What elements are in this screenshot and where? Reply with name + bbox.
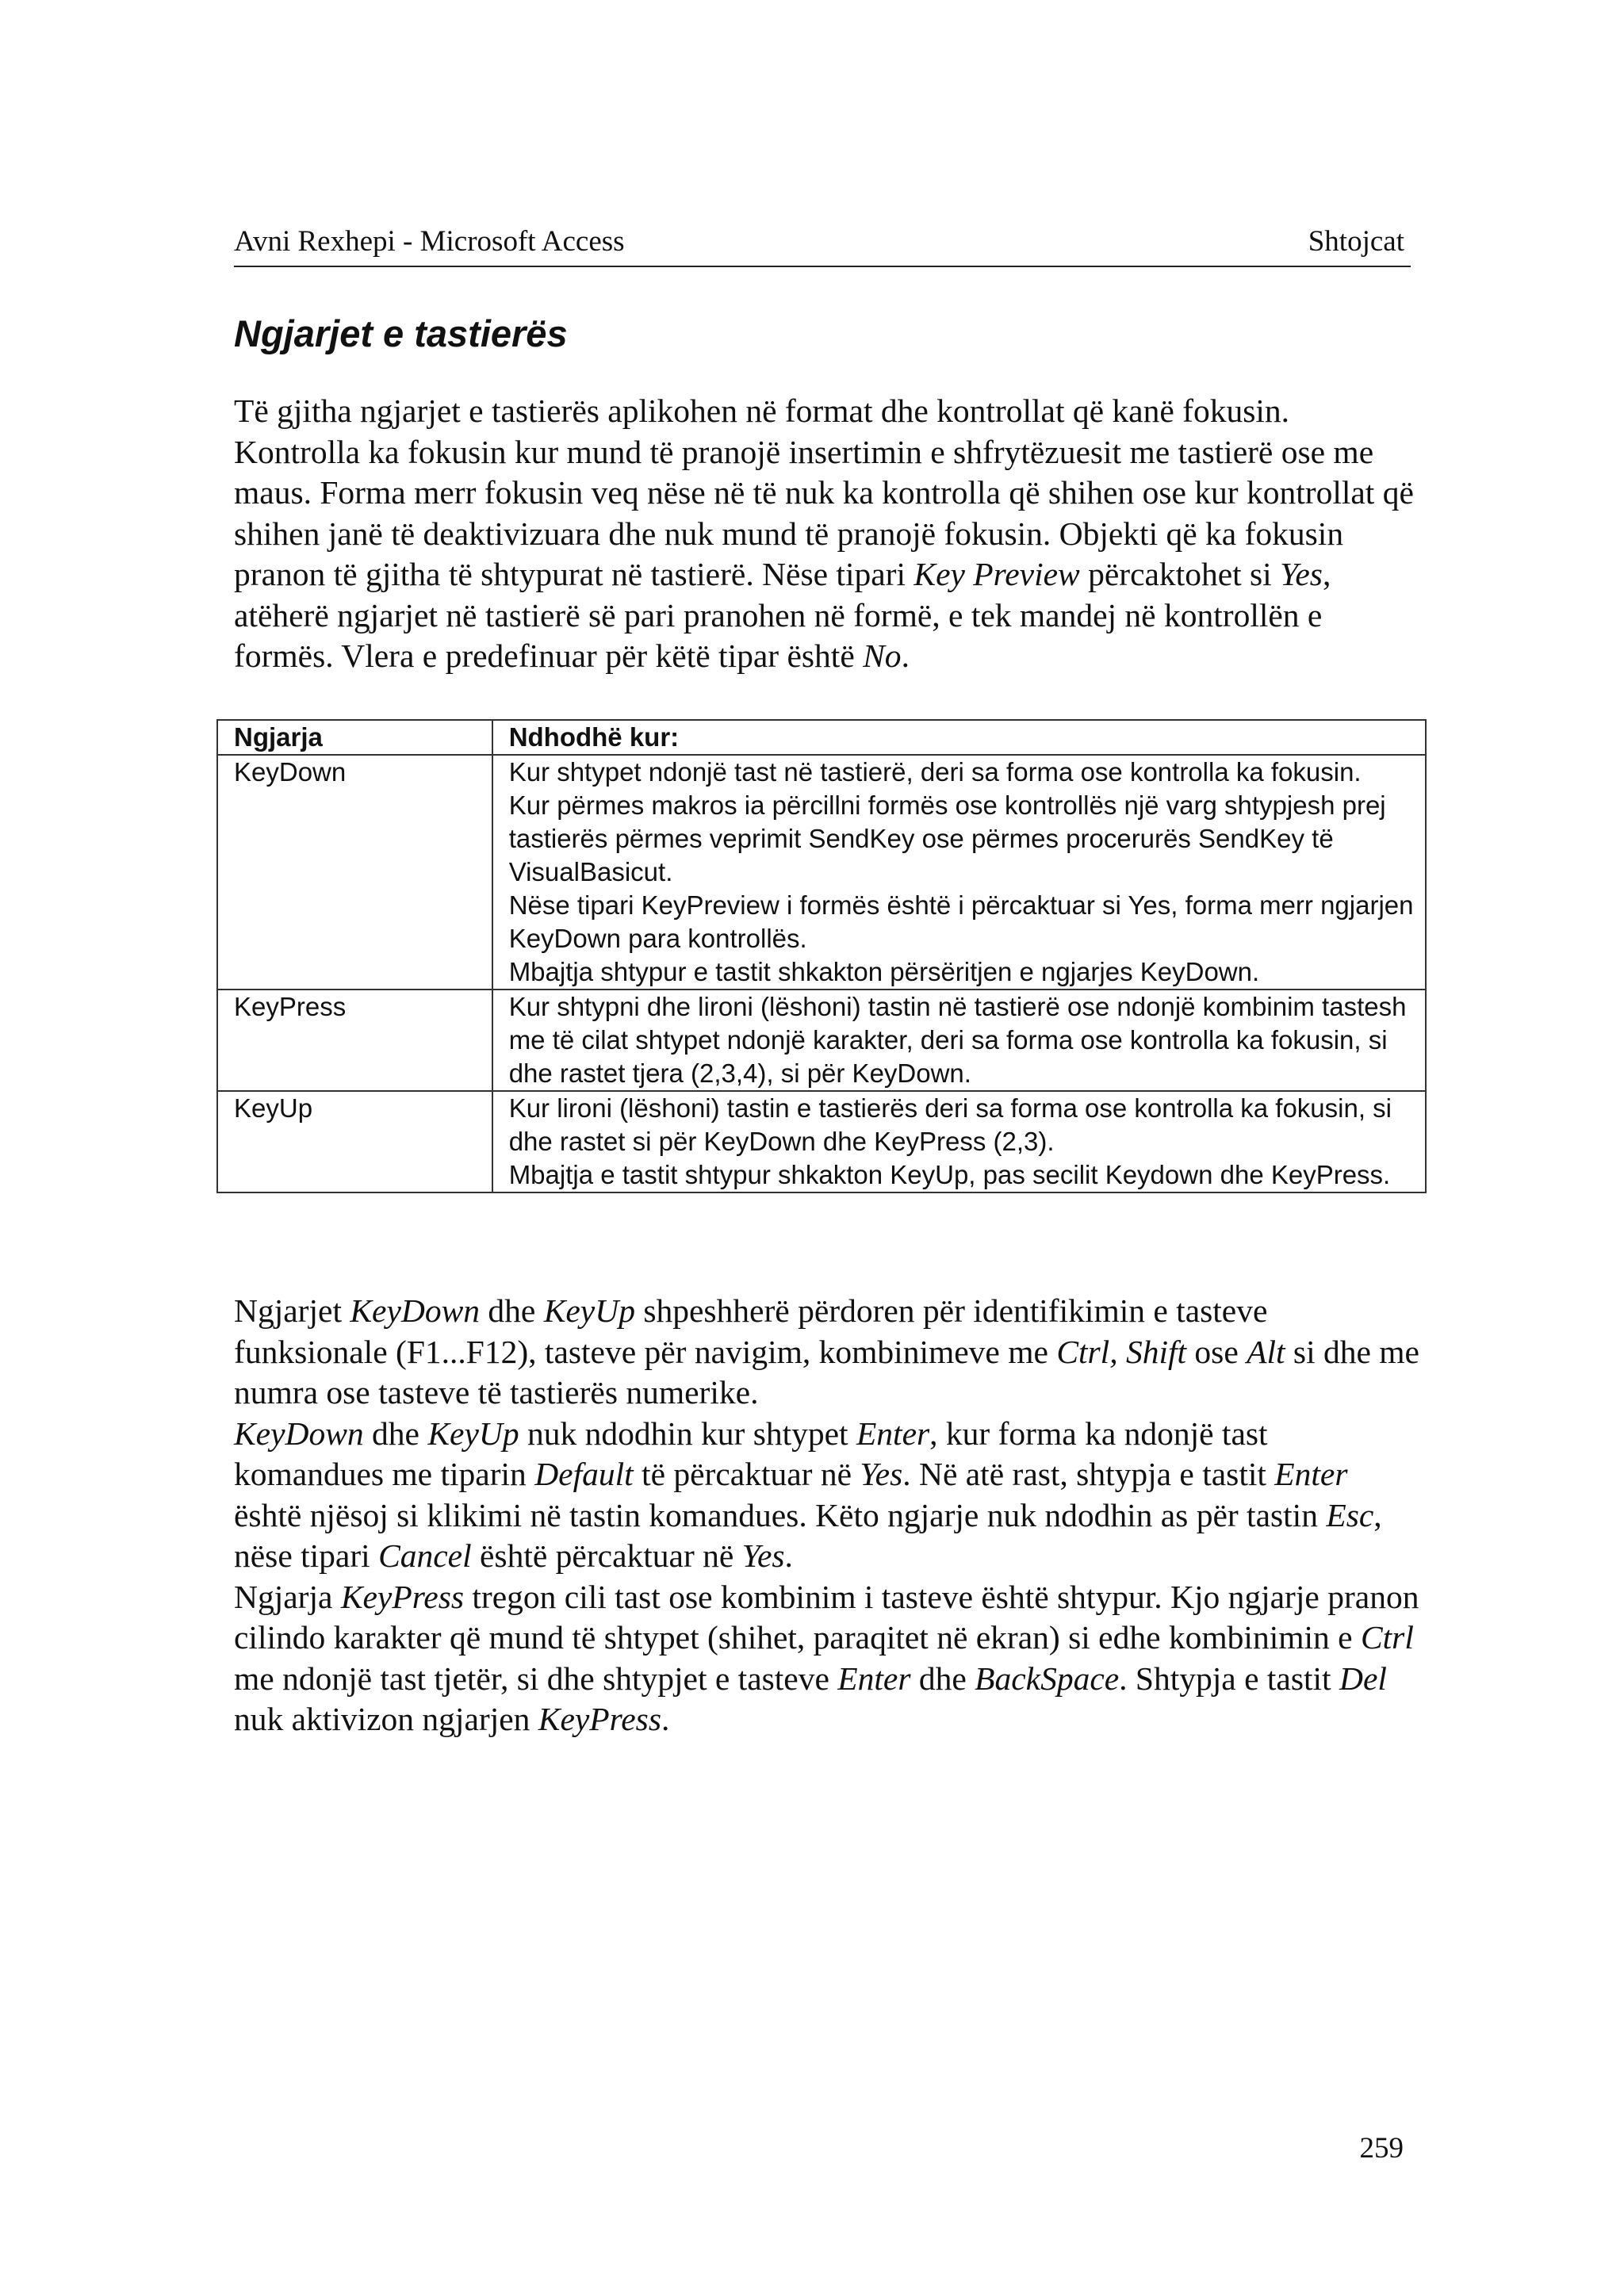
- column-header-event: Ngjarja: [217, 720, 492, 755]
- section-title: Ngjarjet e tastierës: [234, 312, 568, 354]
- table-row: [217, 755, 1426, 990]
- table-header-row: [217, 720, 1426, 755]
- table-row: [217, 1091, 1426, 1192]
- event-name: KeyPress: [217, 990, 492, 1091]
- running-header: [234, 224, 1411, 267]
- description-line: Nëse tipari KeyPreview i formës është i përcaktuar si Yes, forma merr ngjarjen KeyDown para kontrollës.: [508, 890, 1414, 953]
- paragraph-enter-esc: KeyDown dhe KeyUp nuk ndodhin kur shtypet Enter, kur forma ka ndonjë tast komandues me tiparin Default të përcaktuar në Yes. Në atë rast, shtypja e tastit Enter është njësoj si klikimi në tastin komandues. Këto ngjarje nuk ndodhin as për tastin Esc, nëse tipari Cancel është përcaktuar në Yes.: [234, 1414, 1382, 1574]
- description-line: Mbajtja shtypur e tastit shkakton përsëritjen e ngjarjes KeyDown.: [508, 957, 1260, 986]
- keyboard-events-table: [216, 719, 1427, 1193]
- event-name: KeyDown: [217, 755, 492, 990]
- description-line: Mbajtja e tastit shtypur shkakton KeyUp, pas secilit Keydown dhe KeyPress.: [508, 1160, 1391, 1189]
- intro-paragraph: [234, 391, 1423, 677]
- event-name: KeyUp: [217, 1091, 492, 1192]
- paragraph-keydown-keyup-usage: Ngjarjet KeyDown dhe KeyUp shpeshherë përdoren për identifikimin e tasteve funksionale (F1...F12), tasteve për navigim, kombinimeve me Ctrl, Shift ose Alt si dhe me numra ose tasteve të tastierës numerike.: [234, 1292, 1419, 1411]
- description-line: Kur shtypet ndonjë tast në tastierë, deri sa forma ose kontrolla ka fokusin.: [508, 757, 1362, 787]
- event-description: [492, 755, 1426, 990]
- column-header-occurs-when: Ndhodhë kur:: [492, 720, 1426, 755]
- event-description: [492, 1091, 1426, 1192]
- paragraph-keypress: Ngjarja KeyPress tregon cili tast ose kombinim i tasteve është shtypur. Kjo ngjarje pranon cilindo karakter që mund të shtypet (shihet, paraqitet në ekran) si edhe kombinimin e Ctrl me ndonjë tast tjetër, si dhe shtypjet e tasteve Enter dhe BackSpace. Shtypja e tastit Del nuk aktivizon ngjarjen KeyPress.: [234, 1578, 1419, 1737]
- header-author-title: Avni Rexhepi - Microsoft Access: [234, 225, 625, 258]
- description-line: Kur shtypni dhe lironi (lëshoni) tastin në tastierë ose ndonjë kombinim tastesh me të cilat shtypet ndonjë karakter, deri sa forma ose kontrolla ka fokusin, si dhe rastet tjera (2,3,4), si për KeyDown.: [508, 992, 1407, 1088]
- table-row: [217, 990, 1426, 1091]
- event-description: [492, 990, 1426, 1091]
- header-section: Shtojcat: [1308, 225, 1404, 258]
- page-number: 259: [1359, 2132, 1404, 2165]
- description-line: Kur përmes makros ia përcillni formës ose kontrollës një varg shtypjesh prej tastierës përmes veprimit SendKey ose përmes procerurës SendKey të VisualBasicut.: [508, 790, 1386, 886]
- intro-text: Të gjitha ngjarjet e tastierës aplikohen në format dhe kontrollat që kanë fokusin. Kontrolla ka fokusin kur mund të pranojë insertimin e shfrytëzuesit me tastierë ose me maus. Forma merr fokusin veq nëse në të nuk ka kontrolla që shihen ose kur kontrollat që shihen janë të deaktivizuara dhe nuk mund të pranojë fokusin. Objekti që ka fokusin pranon të gjitha të shtypurat në tastierë. Nëse tipari Key Preview përcaktohet si Yes, atëherë ngjarjet në tastierë së pari pranohen në formë, e tek mandej në kontrollën e formës. Vlera e predefinuar për këtë tipar është No.: [234, 392, 1414, 674]
- explanation-paragraphs: [234, 1291, 1423, 1740]
- description-line: Kur lironi (lëshoni) tastin e tastierës deri sa forma ose kontrolla ka fokusin, si dhe rastet si për KeyDown dhe KeyPress (2,3).: [508, 1093, 1392, 1156]
